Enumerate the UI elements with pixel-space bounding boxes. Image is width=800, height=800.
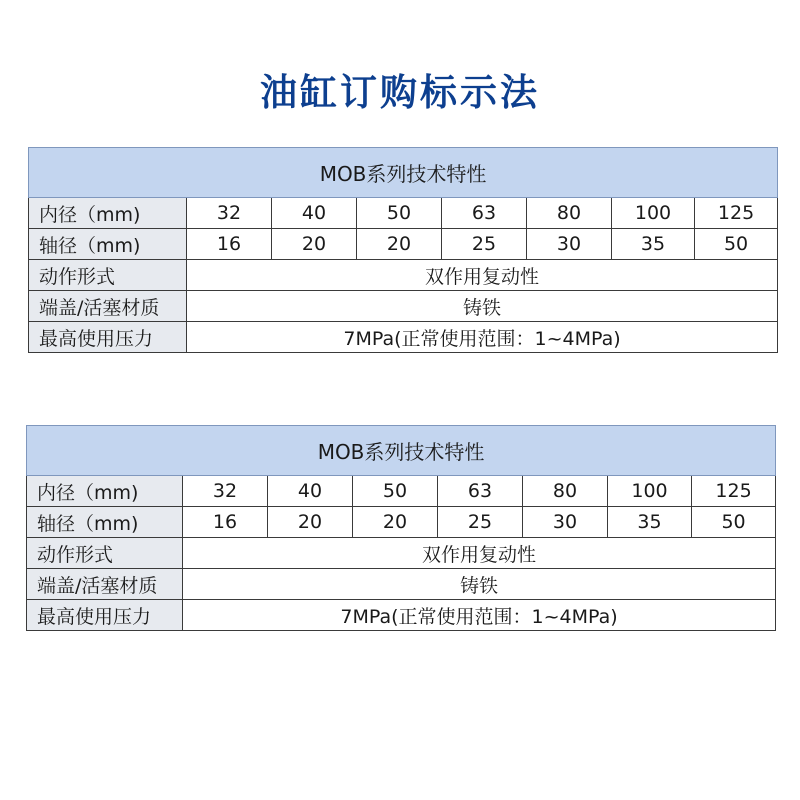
cell-value: 40 — [272, 198, 357, 229]
cell-value: 32 — [187, 198, 272, 229]
cell-value: 16 — [183, 507, 268, 538]
cell-value: 25 — [438, 507, 523, 538]
cell-value: 100 — [608, 476, 692, 507]
cell-value: 20 — [272, 229, 357, 260]
table-row — [27, 476, 776, 507]
row-label-bore: 内径（mm) — [29, 198, 187, 229]
table-row — [29, 198, 778, 229]
cell-value: 30 — [523, 507, 608, 538]
table-row — [29, 291, 778, 322]
cell-value: 铸铁 — [183, 569, 776, 600]
cell-value: 100 — [612, 198, 695, 229]
spec-table — [28, 147, 778, 353]
page-title: 油缸订购标示法 — [260, 71, 540, 114]
cell-value: 20 — [357, 229, 442, 260]
cell-value: 双作用复动性 — [183, 538, 776, 569]
cell-value: 20 — [353, 507, 438, 538]
cell-value: 125 — [695, 198, 778, 229]
cell-value: 50 — [695, 229, 778, 260]
cell-value: 125 — [692, 476, 776, 507]
cell-value: 80 — [527, 198, 612, 229]
cell-value: 50 — [357, 198, 442, 229]
row-label-pressure: 最高使用压力 — [27, 600, 183, 631]
row-label-bore: 内径（mm) — [27, 476, 183, 507]
cell-value: 80 — [523, 476, 608, 507]
table-header: MOB系列技术特性 — [29, 148, 778, 198]
table-row — [27, 569, 776, 600]
cell-value: 63 — [442, 198, 527, 229]
cell-value: 63 — [438, 476, 523, 507]
cell-value: 50 — [692, 507, 776, 538]
table-row — [27, 507, 776, 538]
cell-value: 40 — [268, 476, 353, 507]
row-label-action: 动作形式 — [27, 538, 183, 569]
table-row — [29, 322, 778, 353]
cell-value: 20 — [268, 507, 353, 538]
row-label-rod: 轴径（mm) — [27, 507, 183, 538]
spec-table — [26, 425, 776, 631]
cell-value: 7MPa(正常使用范围：1~4MPa) — [187, 322, 778, 353]
table-row — [29, 260, 778, 291]
cell-value: 32 — [183, 476, 268, 507]
cell-value: 30 — [527, 229, 612, 260]
cell-value: 双作用复动性 — [187, 260, 778, 291]
cell-value: 铸铁 — [187, 291, 778, 322]
cell-value: 35 — [612, 229, 695, 260]
table-header: MOB系列技术特性 — [27, 426, 776, 476]
row-label-material: 端盖/活塞材质 — [29, 291, 187, 322]
table-row — [27, 538, 776, 569]
table-row — [27, 600, 776, 631]
row-label-material: 端盖/活塞材质 — [27, 569, 183, 600]
cell-value: 25 — [442, 229, 527, 260]
row-label-pressure: 最高使用压力 — [29, 322, 187, 353]
cell-value: 7MPa(正常使用范围：1~4MPa) — [183, 600, 776, 631]
cell-value: 35 — [608, 507, 692, 538]
cell-value: 16 — [187, 229, 272, 260]
table-row — [29, 229, 778, 260]
cell-value: 50 — [353, 476, 438, 507]
row-label-rod: 轴径（mm) — [29, 229, 187, 260]
row-label-action: 动作形式 — [29, 260, 187, 291]
